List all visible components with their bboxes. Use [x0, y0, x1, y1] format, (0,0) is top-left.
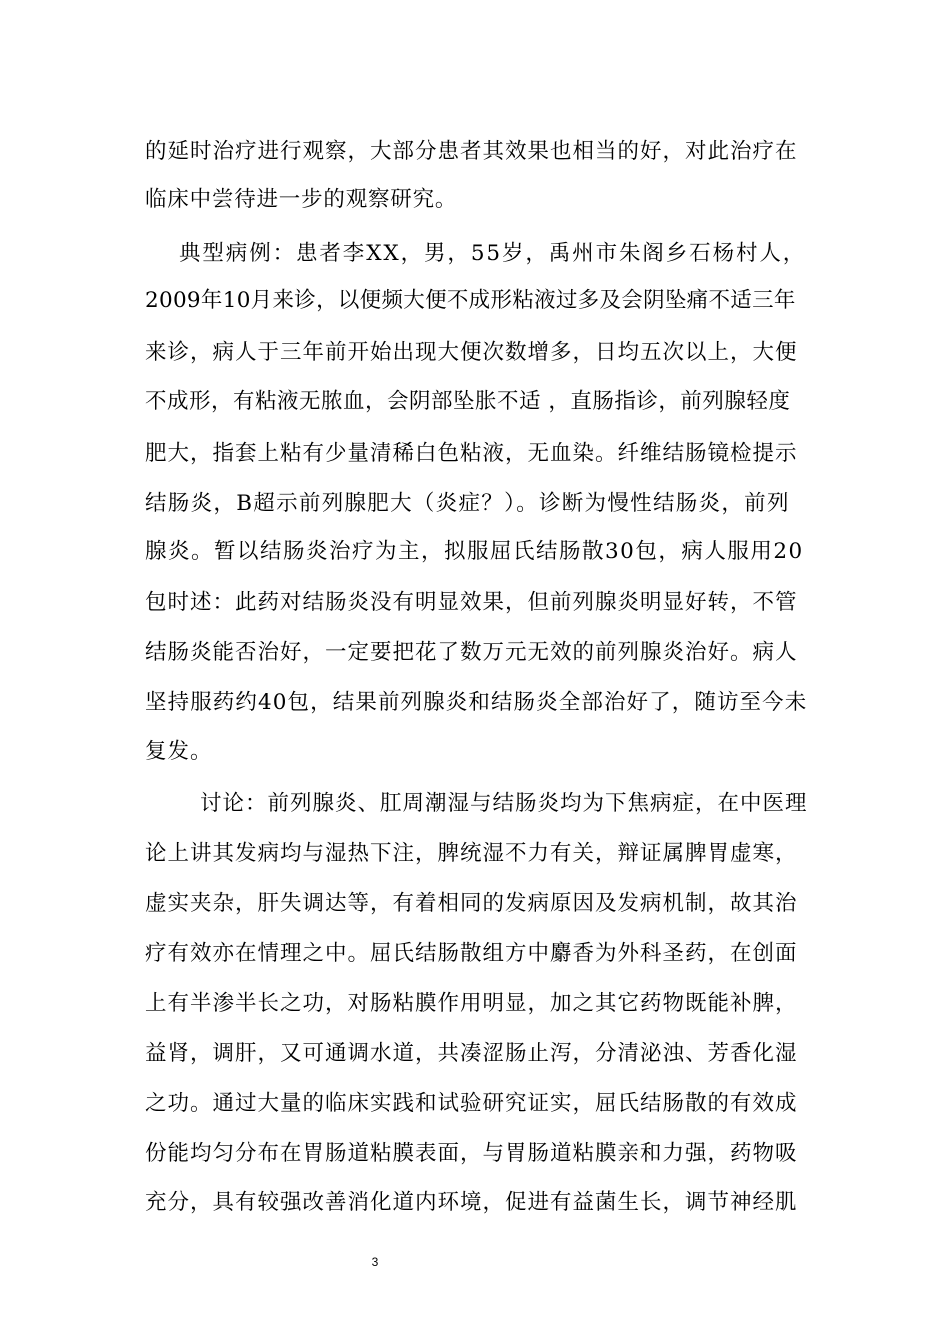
text-line: 临床中尝待进一步的观察研究。 [145, 187, 458, 212]
text-line: 复发。 [145, 739, 213, 764]
text-line: 论上讲其发病均与湿热下注，脾统湿不力有关，辩证属脾胃虚寒， [145, 841, 798, 866]
page-number: 3 [371, 1255, 379, 1269]
text-line: 包时述：此药对结肠炎没有明显效果，但前列腺炎明显好转，不管 [145, 590, 798, 615]
text-line: 来诊，病人于三年前开始出现大便次数增多，日均五次以上，大便 [145, 340, 798, 365]
text-line: 2009年10月来诊，以便频大便不成形粘液过多及会阴坠痛不适三年 [145, 288, 796, 313]
text-line: 益肾，调肝，又可通调水道，共凑涩肠止泻，分清泌浊、芳香化湿 [145, 1041, 798, 1066]
text-line: 虚实夹杂，肝失调达等，有着相同的发病原因及发病机制，故其治 [145, 891, 798, 916]
text-line: 疗有效亦在情理之中。屈氏结肠散组方中麝香为外科圣药，在创面 [145, 941, 798, 966]
text-line: 充分，具有较强改善消化道内环境，促进有益菌生长，调节神经肌 [145, 1190, 798, 1215]
text-line: 上有半渗半长之功，对肠粘膜作用明显，加之其它药物既能补脾， [145, 991, 798, 1016]
text-line: 份能均匀分布在胃肠道粘膜表面，与胃肠道粘膜亲和力强，药物吸 [145, 1141, 798, 1166]
text-line: 坚持服药约40包，结果前列腺炎和结肠炎全部治好了，随访至今未 [145, 690, 808, 715]
text-line: 之功。通过大量的临床实践和试验研究证实，屈氏结肠散的有效成 [145, 1091, 798, 1116]
text-line: 结肠炎，B超示前列腺肥大（炎症？）。诊断为慢性结肠炎，前列 [145, 491, 790, 516]
text-line: 的延时治疗进行观察，大部分患者其效果也相当的好，对此治疗在 [145, 139, 798, 164]
text-line: 讨论：前列腺炎、肛周潮湿与结肠炎均为下焦病症，在中医理 [200, 791, 808, 816]
text-line: 腺炎。暂以结肠炎治疗为主，拟服屈氏结肠散30包，病人服用20 [145, 539, 804, 564]
text-line: 肥大，指套上粘有少量清稀白色粘液，无血染。纤维结肠镜检提示 [145, 441, 798, 466]
text-line: 典型病例：患者李XX，男，55岁，禹州市朱阁乡石杨村人， [179, 241, 807, 266]
text-line: 结肠炎能否治好，一定要把花了数万元无效的前列腺炎治好。病人 [145, 640, 798, 665]
text-line: 不成形，有粘液无脓血，会阴部坠胀不适 ，直肠指诊，前列腺轻度 [145, 389, 791, 414]
